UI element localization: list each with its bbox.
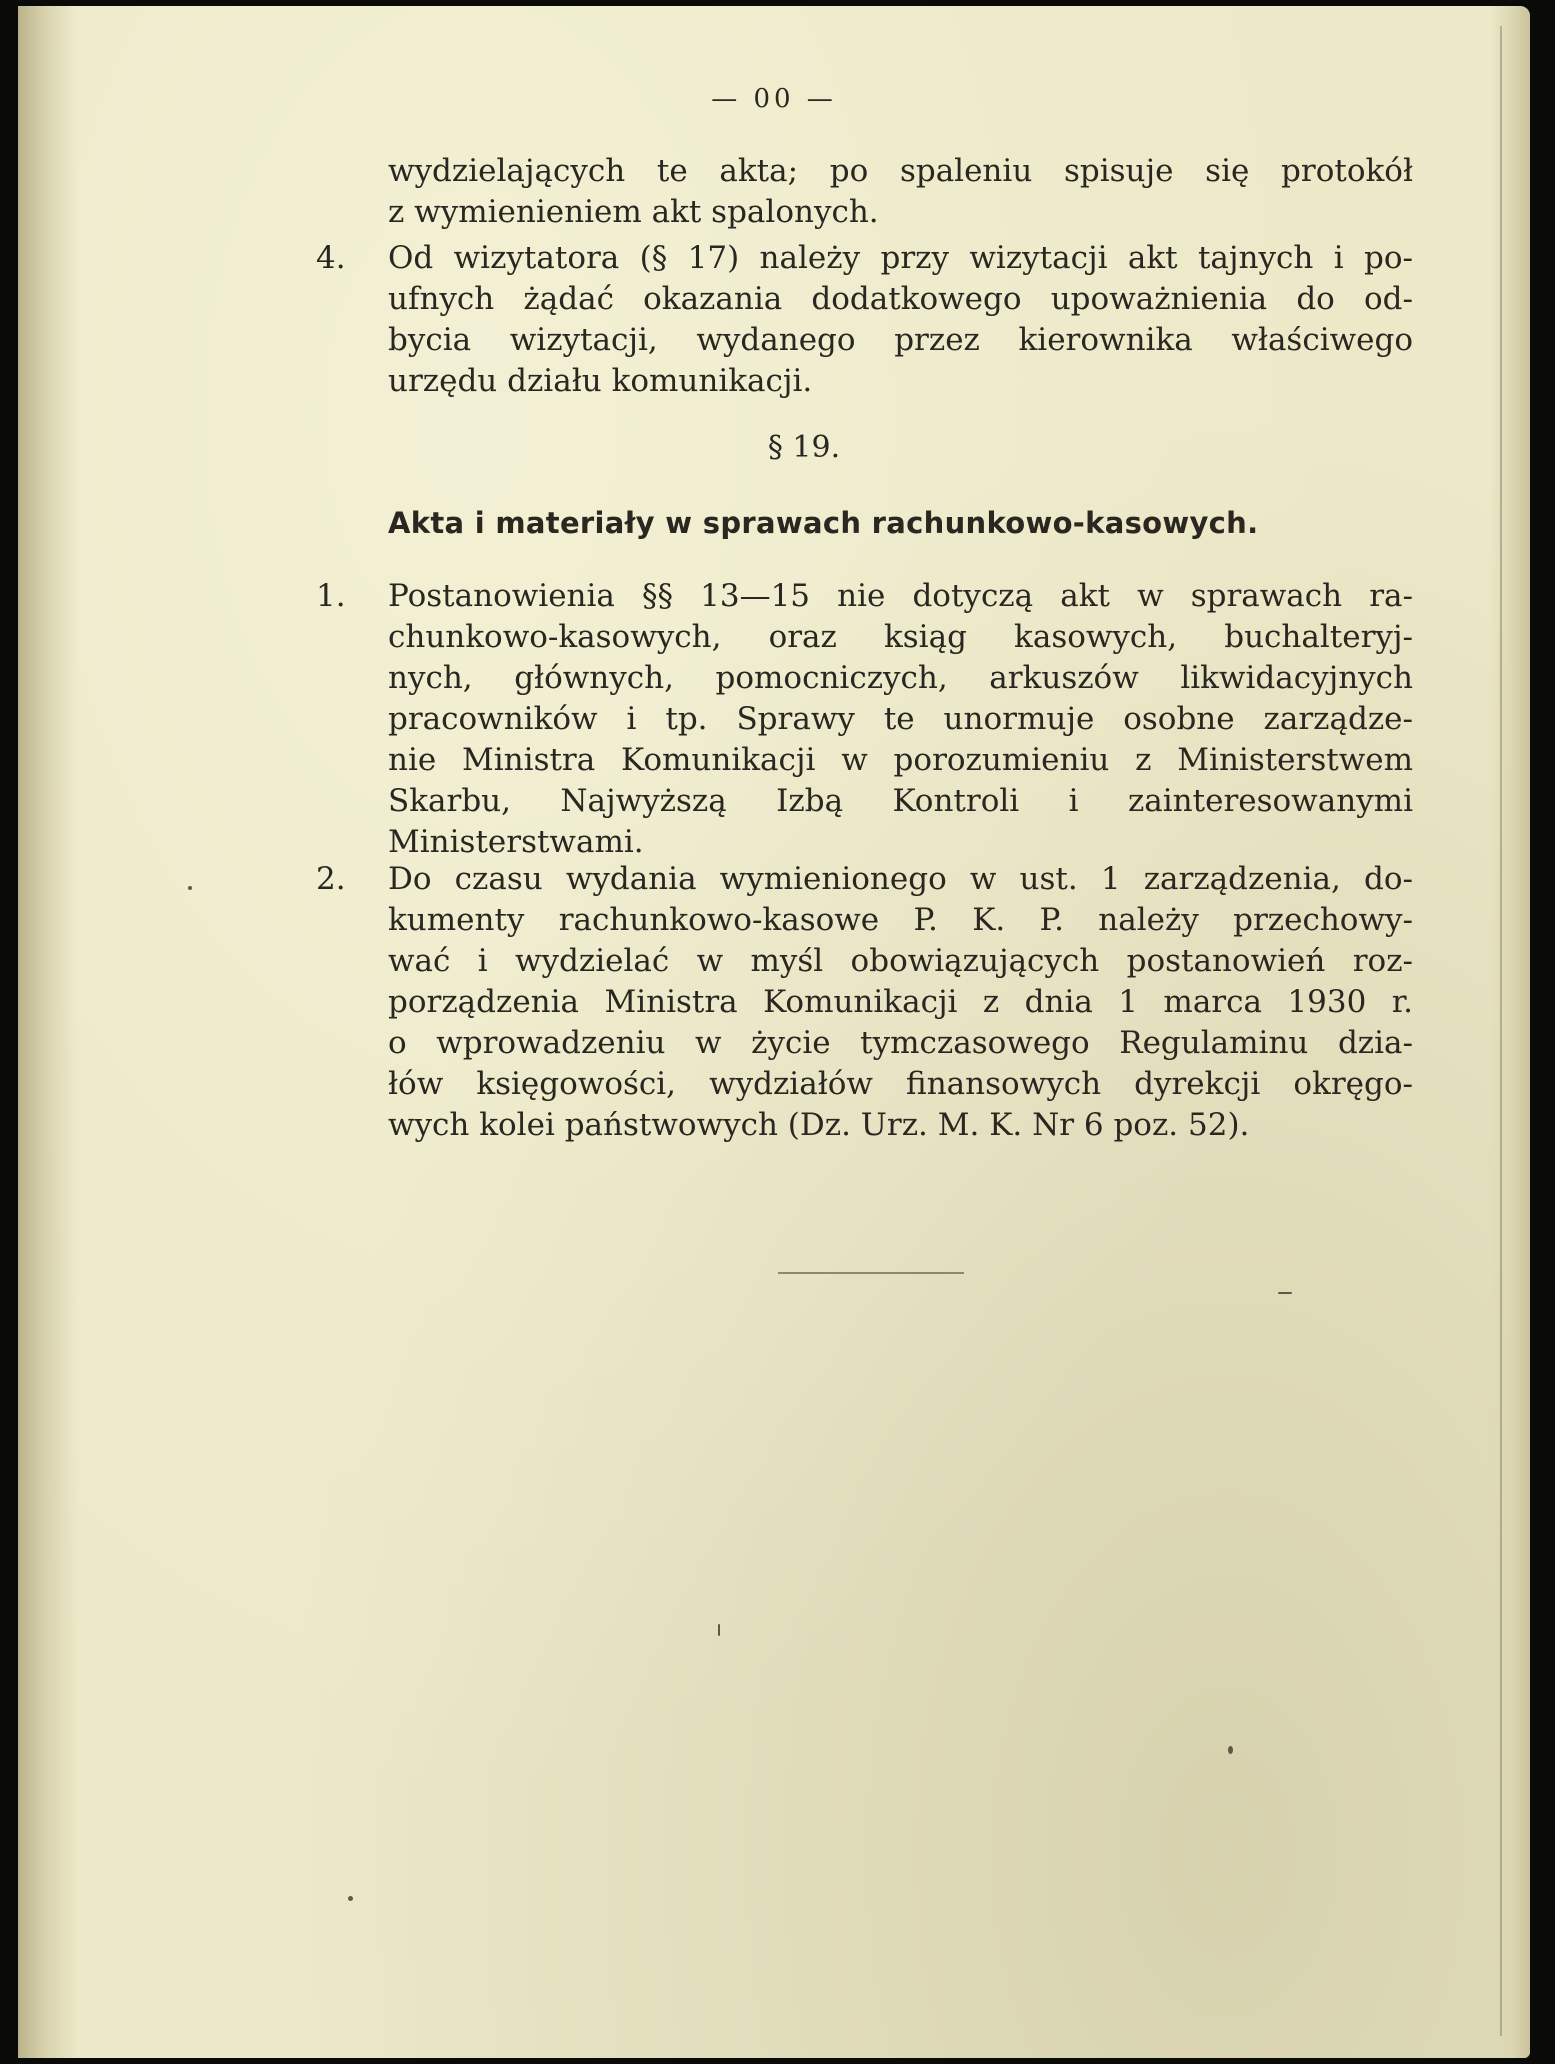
- text-line: chunkowo-kasowych, oraz ksiąg kasowych, buchalteryj-: [388, 619, 1413, 655]
- item-number: 4.: [316, 240, 346, 276]
- text-line: Skarbu, Najwyższą Izbą Kontroli i zainteresowanymi: [388, 783, 1413, 819]
- paper-speck: [348, 1896, 353, 1901]
- text-line: wydzielających te akta; po spaleniu spisuje się protokół: [388, 153, 1413, 189]
- text-line: o wprowadzeniu w życie tymczasowego Regulaminu dzia-: [388, 1025, 1413, 1061]
- section-sign: § 19.: [767, 430, 841, 465]
- continuation-paragraph: [388, 151, 1413, 233]
- paragraph-item-1: [388, 576, 1413, 863]
- section-heading: Akta i materiały w sprawach rachunkowo-kasowych.: [388, 506, 1259, 540]
- text-line: Od wizytatora (§ 17) należy przy wizytacji akt tajnych i po-: [388, 240, 1413, 276]
- paper-speck: [1278, 1292, 1292, 1294]
- text-line: urzędu działu komunikacji.: [388, 363, 813, 399]
- paper-speck: [718, 1624, 720, 1636]
- page-number: — 00 —: [711, 84, 837, 114]
- end-rule: [778, 1272, 964, 1274]
- text-line: wać i wydzielać w myśl obowiązujących postanowień roz-: [388, 943, 1413, 979]
- page-stack-edge-right: [1490, 6, 1530, 2058]
- text-line: pracowników i tp. Sprawy te unormuje osobne zarządze-: [388, 701, 1413, 737]
- page-fold-line: [1500, 26, 1502, 2036]
- text-line: łów księgowości, wydziałów finansowych dyrekcji okręgo-: [388, 1066, 1413, 1102]
- page-stack-edge-left: [18, 6, 78, 2058]
- text-line: z wymienieniem akt spalonych.: [388, 194, 879, 230]
- text-line: bycia wizytacji, wydanego przez kierownika właściwego: [388, 322, 1413, 358]
- text-line: nie Ministra Komunikacji w porozumieniu z Ministerstwem: [388, 742, 1413, 778]
- item-number: 1.: [316, 578, 346, 614]
- text-line: Postanowienia §§ 13—15 nie dotyczą akt w sprawach ra-: [388, 578, 1413, 614]
- text-line: kumenty rachunkowo-kasowe P. K. P. należy przechowy-: [388, 902, 1413, 938]
- text-line: nych, głównych, pomocniczych, arkuszów likwidacyjnych: [388, 660, 1413, 696]
- text-line: Do czasu wydania wymienionego w ust. 1 zarządzenia, do-: [388, 861, 1413, 897]
- text-line: ufnych żądać okazania dodatkowego upoważnienia do od-: [388, 281, 1413, 317]
- document-page: [18, 6, 1530, 2058]
- text-line: wych kolei państwowych (Dz. Urz. M. K. Nr 6 poz. 52).: [388, 1107, 1250, 1143]
- paper-speck: [1228, 1746, 1233, 1754]
- paragraph-item-2: [388, 859, 1413, 1146]
- paper-speck: [188, 886, 192, 890]
- paragraph-item-4: [388, 238, 1413, 402]
- text-line: Ministerstwami.: [388, 824, 644, 860]
- item-number: 2.: [316, 861, 346, 897]
- text-line: porządzenia Ministra Komunikacji z dnia 1 marca 1930 r.: [388, 984, 1413, 1020]
